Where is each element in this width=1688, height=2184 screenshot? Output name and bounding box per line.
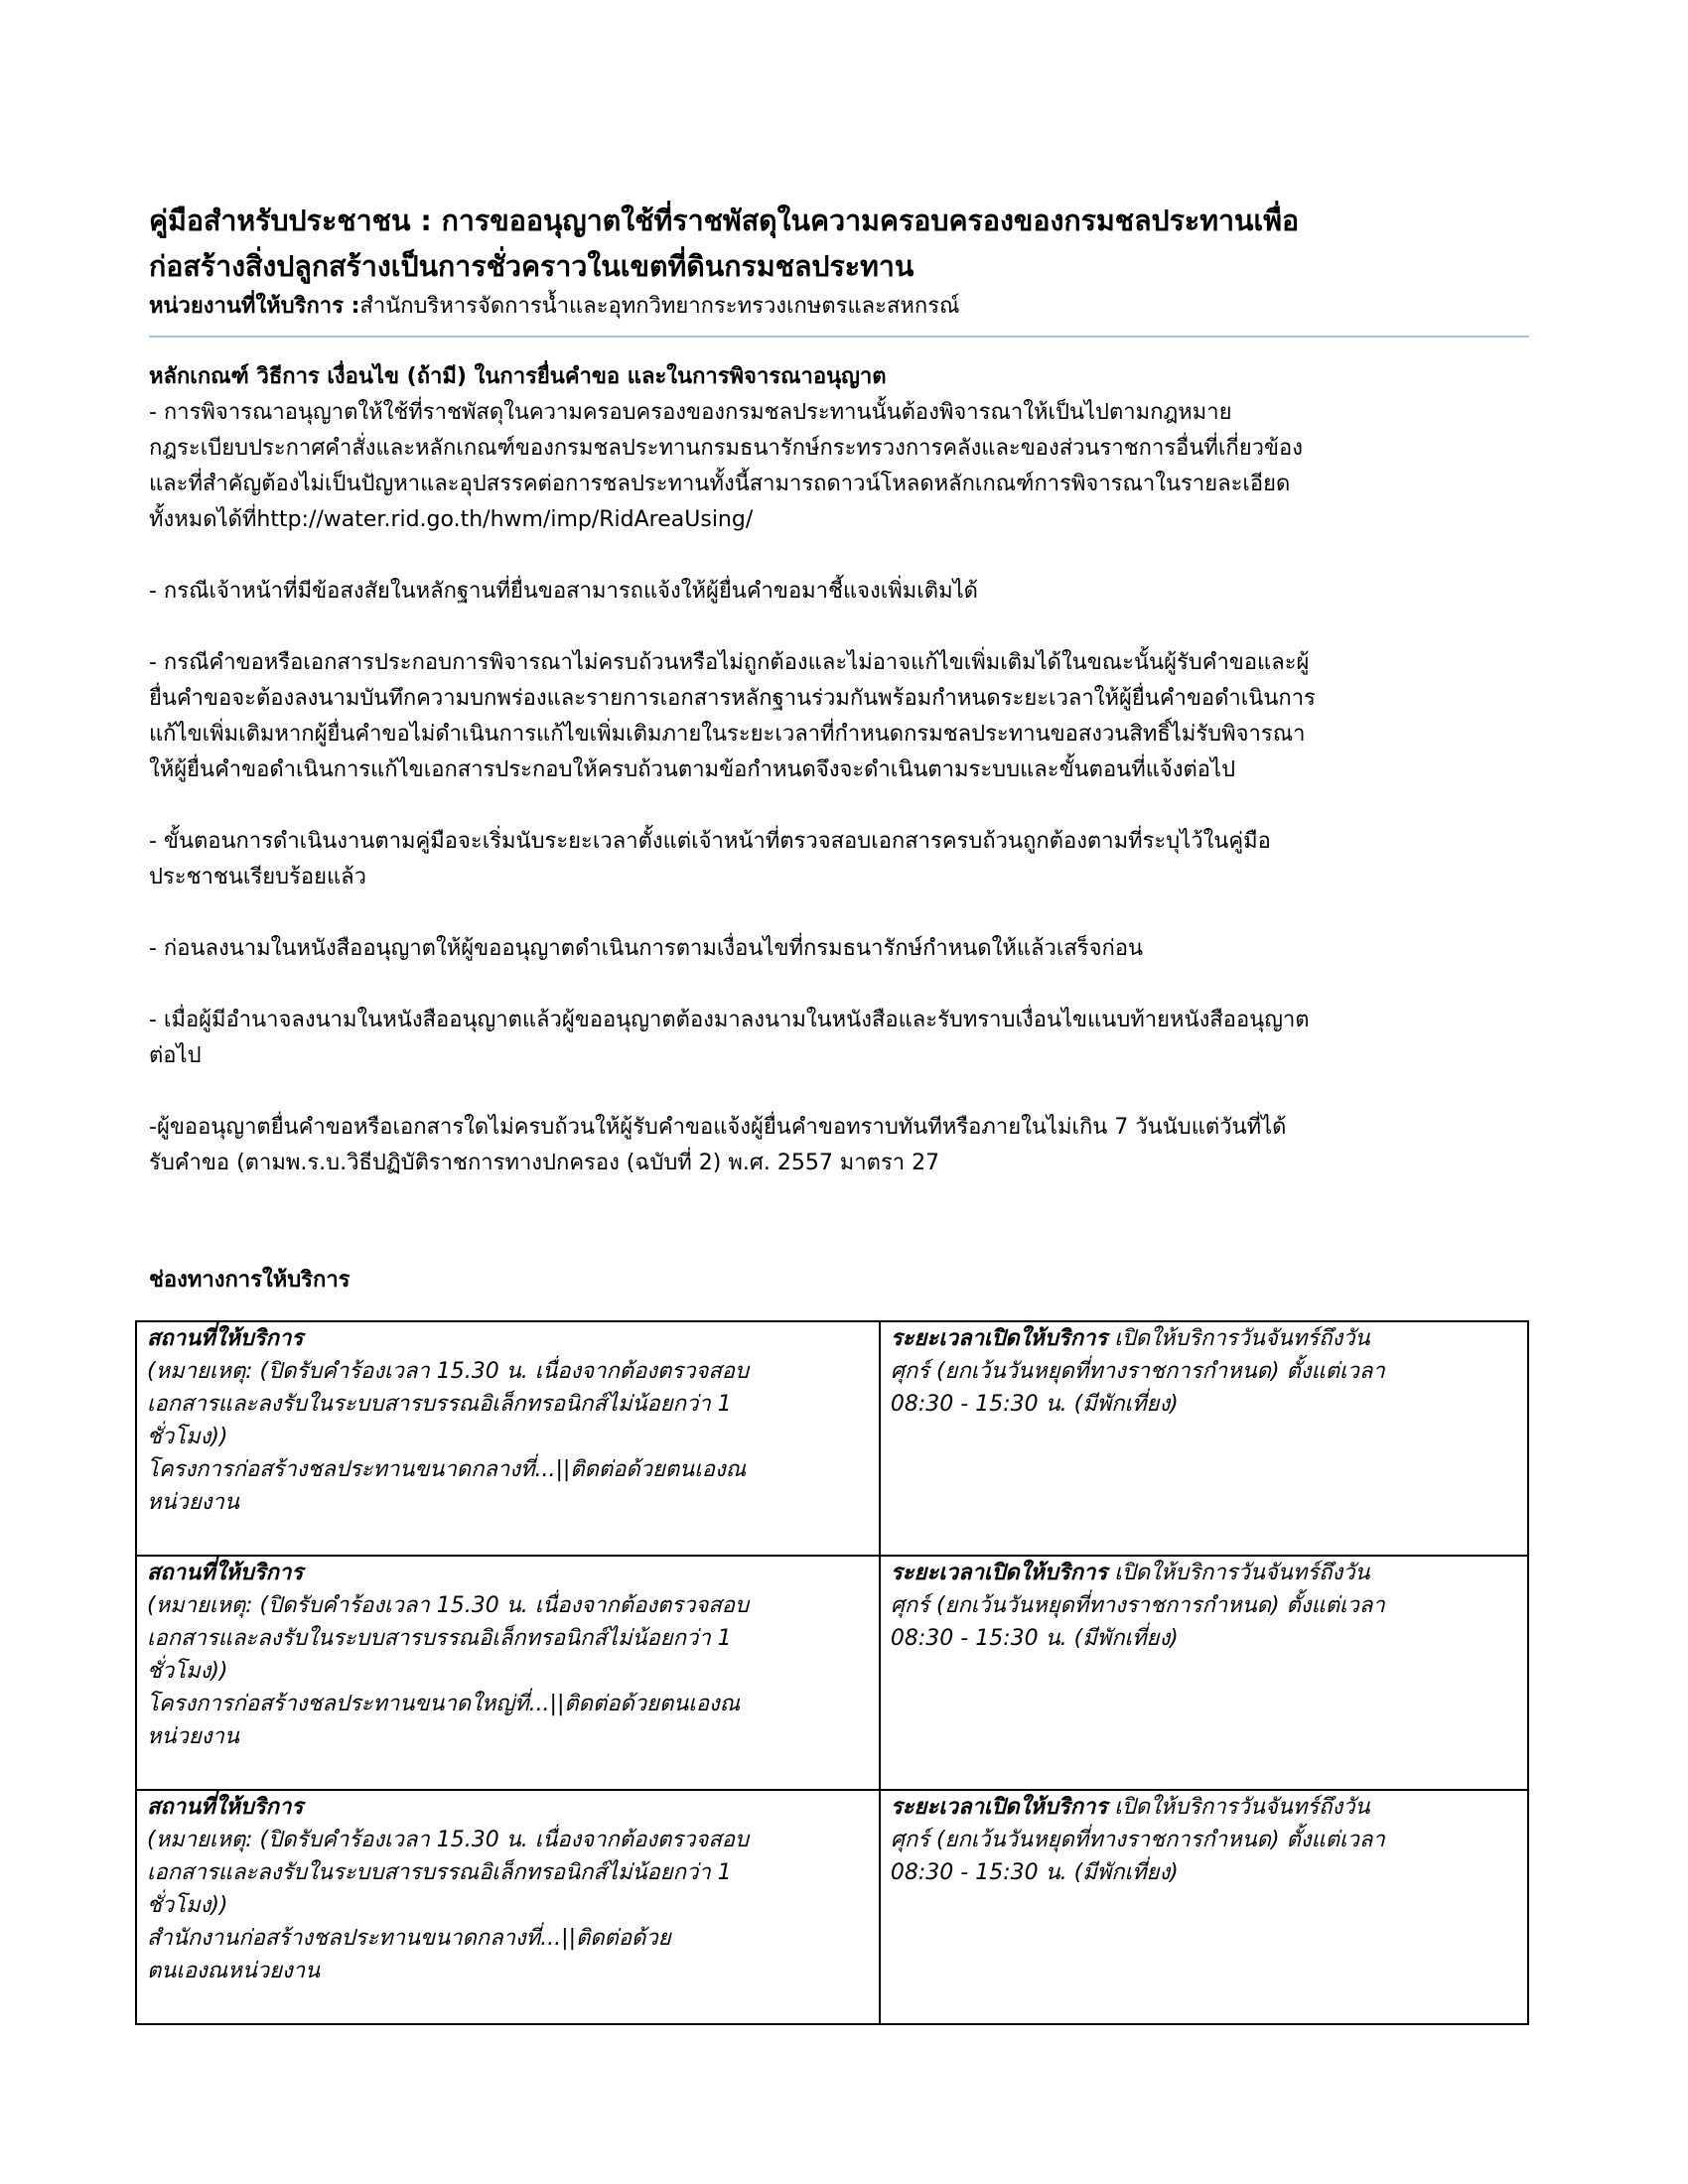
hours-line: ศุกร์ (ยกเว้นวันหยุดที่ทางราชการกำหนด) ตั้งแต่เวลา <box>890 1593 1385 1618</box>
criteria-paragraph-3 <box>149 645 1529 788</box>
hours-line: เปิดให้บริการวันจันทร์ถึงวัน <box>1107 1326 1370 1351</box>
paragraph-line: ประชาชนเรียบร้อยแล้ว <box>149 865 366 889</box>
paragraph-line: -ผู้ขออนุญาตยื่นคำขอหรือเอกสารใดไม่ครบถ้วนให้ผู้รับคำขอแจ้งผู้ยื่นคำขอทราบทันทีหรือภายในไม่เกิน 7 วันนับแต่วันที่ได้ <box>149 1115 1287 1140</box>
note-line: ชั่วโมง)) <box>147 1893 228 1918</box>
place-line: โครงการก่อสร้างชลประทานขนาดกลางที่...||ติดต่อด้วยตนเองณ <box>147 1457 747 1482</box>
paragraph-line: กฎระเบียบประกาศคำสั่งและหลักเกณฑ์ของกรมชลประทานกรมธนารักษ์กระทรวงการคลังและของส่วนราชการอื่นที่เกี่ยวข้อง <box>149 436 1303 461</box>
criteria-paragraph-7 <box>149 1110 1529 1181</box>
paragraph-line: - การพิจารณาอนุญาตให้ใช้ที่ราชพัสดุในความครอบครองของกรมชลประทานนั้นต้องพิจารณาให้เป็นไปตามกฎหมาย <box>149 400 1232 425</box>
location-cell <box>136 1556 880 1790</box>
paragraph-line: ทั้งหมดได้ที่http://water.rid.go.th/hwm/imp/RidAreaUsing/ <box>149 507 754 532</box>
note-line: ชั่วโมง)) <box>147 1659 228 1684</box>
hours-line: 08:30 - 15:30 น. (มีพักเที่ยง) <box>890 1860 1179 1885</box>
note-line: เอกสารและลงรับในระบบสารบรรณอิเล็กทรอนิกส์ไม่น้อยกว่า 1 <box>147 1626 732 1651</box>
hours-title: ระยะเวลาเปิดให้บริการ <box>890 1795 1108 1820</box>
hours-line: เปิดให้บริการวันจันทร์ถึงวัน <box>1107 1795 1370 1820</box>
note-line: (หมายเหตุ: (ปิดรับคำร้องเวลา 15.30 น. เนื่องจากต้องตรวจสอบ <box>147 1359 749 1384</box>
agency-label: หน่วยงานที่ให้บริการ : <box>149 294 360 319</box>
table-row <box>136 1556 1528 1790</box>
channels-heading: ช่องทางการให้บริการ <box>149 1268 351 1293</box>
criteria-paragraph-6 <box>149 1003 1529 1074</box>
criteria-paragraph-1 <box>149 395 1529 538</box>
location-cell <box>136 1321 880 1556</box>
place-line: หน่วยงาน <box>147 1724 239 1749</box>
paragraph-line: ต่อไป <box>149 1043 202 1068</box>
location-title: สถานที่ให้บริการ <box>147 1561 304 1585</box>
criteria-paragraph-5 <box>149 931 1529 967</box>
document-page <box>149 199 1529 2025</box>
location-title: สถานที่ให้บริการ <box>147 1795 304 1820</box>
note-line: (หมายเหตุ: (ปิดรับคำร้องเวลา 15.30 น. เนื่องจากต้องตรวจสอบ <box>147 1593 749 1618</box>
hours-cell <box>880 1321 1528 1556</box>
hours-cell <box>880 1556 1528 1790</box>
paragraph-line: - เมื่อผู้มีอำนาจลงนามในหนังสืออนุญาตแล้วผู้ขออนุญาตต้องมาลงนามในหนังสือและรับทราบเงื่อนไขแนบท้ายหนังสืออนุญาต <box>149 1008 1310 1032</box>
table-row <box>136 1790 1528 2024</box>
table-row <box>136 1321 1528 1556</box>
document-title-line-1: คู่มือสำหรับประชาชน : การขออนุญาตใช้ที่ราชพัสดุในความครอบครองของกรมชลประทานเพื่อ <box>149 205 1300 237</box>
paragraph-line: และที่สำคัญต้องไม่เป็นปัญหาและอุปสรรคต่อการชลประทานทั้งนี้สามารถดาวน์โหลดหลักเกณฑ์การพิจารณาในรายละเอียด <box>149 472 1291 496</box>
paragraph-line: แก้ไขเพิ่มเติมหากผู้ยื่นคำขอไม่ดำเนินการแก้ไขเพิ่มเติมภายในระยะเวลาที่กำหนดกรมชลประทานขอสงวนสิทธิ์ไม่รับพิจารณา <box>149 722 1306 747</box>
hours-line: 08:30 - 15:30 น. (มีพักเที่ยง) <box>890 1626 1179 1651</box>
paragraph-line: รับคำขอ (ตามพ.ร.บ.วิธีปฏิบัติราชการทางปกครอง (ฉบับที่ 2) พ.ศ. 2557 มาตรา 27 <box>149 1151 940 1175</box>
note-line: ชั่วโมง)) <box>147 1425 228 1449</box>
place-line: ตนเองณหน่วยงาน <box>147 1959 321 1983</box>
criteria-paragraph-4 <box>149 824 1529 895</box>
paragraph-line: - ก่อนลงนามในหนังสืออนุญาตให้ผู้ขออนุญาตดำเนินการตามเงื่อนไขที่กรมธนารักษ์กำหนดให้แล้วเสร็จก่อน <box>149 936 1144 961</box>
document-title-line-2: ก่อสร้างสิ่งปลูกสร้างเป็นการชั่วคราวในเขตที่ดินกรมชลประทาน <box>149 250 914 283</box>
place-line: สำนักงานก่อสร้างชลประทานขนาดกลางที่...||ติดต่อด้วย <box>147 1926 671 1951</box>
paragraph-line: - กรณีเจ้าหน้าที่มีข้อสงสัยในหลักฐานที่ยื่นขอสามารถแจ้งให้ผู้ยื่นคำขอมาชี้แจงเพิ่มเติมได้ <box>149 579 978 604</box>
paragraph-line: ยื่นคำขอจะต้องลงนามบันทึกความบกพร่องและรายการเอกสารหลักฐานร่วมกันพร้อมกำหนดระยะเวลาให้ผู้ยื่นคำขอดำเนินการ <box>149 686 1316 711</box>
place-line: หน่วยงาน <box>147 1490 239 1515</box>
note-line: เอกสารและลงรับในระบบสารบรรณอิเล็กทรอนิกส์ไม่น้อยกว่า 1 <box>147 1392 732 1417</box>
hours-title: ระยะเวลาเปิดให้บริการ <box>890 1561 1108 1585</box>
location-cell <box>136 1790 880 2024</box>
hours-title: ระยะเวลาเปิดให้บริการ <box>890 1326 1108 1351</box>
criteria-paragraph-2 <box>149 574 1529 610</box>
place-line: โครงการก่อสร้างชลประทานขนาดใหญ่ที่...||ติดต่อด้วยตนเองณ <box>147 1692 741 1716</box>
paragraph-line: - กรณีคำขอหรือเอกสารประกอบการพิจารณาไม่ครบถ้วนหรือไม่ถูกต้องและไม่อาจแก้ไขเพิ่มเติมได้ในขณะนั้นผู้รับคำขอและผู้ <box>149 650 1310 675</box>
note-line: (หมายเหตุ: (ปิดรับคำร้องเวลา 15.30 น. เนื่องจากต้องตรวจสอบ <box>147 1828 749 1852</box>
location-title: สถานที่ให้บริการ <box>147 1326 304 1351</box>
hours-line: เปิดให้บริการวันจันทร์ถึงวัน <box>1107 1561 1370 1585</box>
paragraph-line: - ขั้นตอนการดำเนินงานตามคู่มือจะเริ่มนับระยะเวลาตั้งแต่เจ้าหน้าที่ตรวจสอบเอกสารครบถ้วนถูกต้องตามที่ระบุไว้ในคู่มือ <box>149 829 1271 854</box>
criteria-heading: หลักเกณฑ์ วิธีการ เงื่อนไข (ถ้ามี) ในการยื่นคำขอ และในการพิจารณาอนุญาต <box>149 364 887 389</box>
hours-line: ศุกร์ (ยกเว้นวันหยุดที่ทางราชการกำหนด) ตั้งแต่เวลา <box>890 1828 1385 1852</box>
hours-line: 08:30 - 15:30 น. (มีพักเที่ยง) <box>890 1392 1179 1417</box>
paragraph-line: ให้ผู้ยื่นคำขอดำเนินการแก้ไขเอกสารประกอบให้ครบถ้วนตามข้อกำหนดจึงจะดำเนินตามระบบและขั้นตอนที่แจ้งต่อไป <box>149 757 1236 782</box>
service-channels-table <box>135 1320 1529 2025</box>
agency-value: สำนักบริหารจัดการน้ำและอุทกวิทยากระทรวงเกษตรและสหกรณ์ <box>359 294 960 319</box>
hours-line: ศุกร์ (ยกเว้นวันหยุดที่ทางราชการกำหนด) ตั้งแต่เวลา <box>890 1359 1385 1384</box>
note-line: เอกสารและลงรับในระบบสารบรรณอิเล็กทรอนิกส์ไม่น้อยกว่า 1 <box>147 1860 732 1885</box>
hours-cell <box>880 1790 1528 2024</box>
agency-line <box>149 290 1529 324</box>
